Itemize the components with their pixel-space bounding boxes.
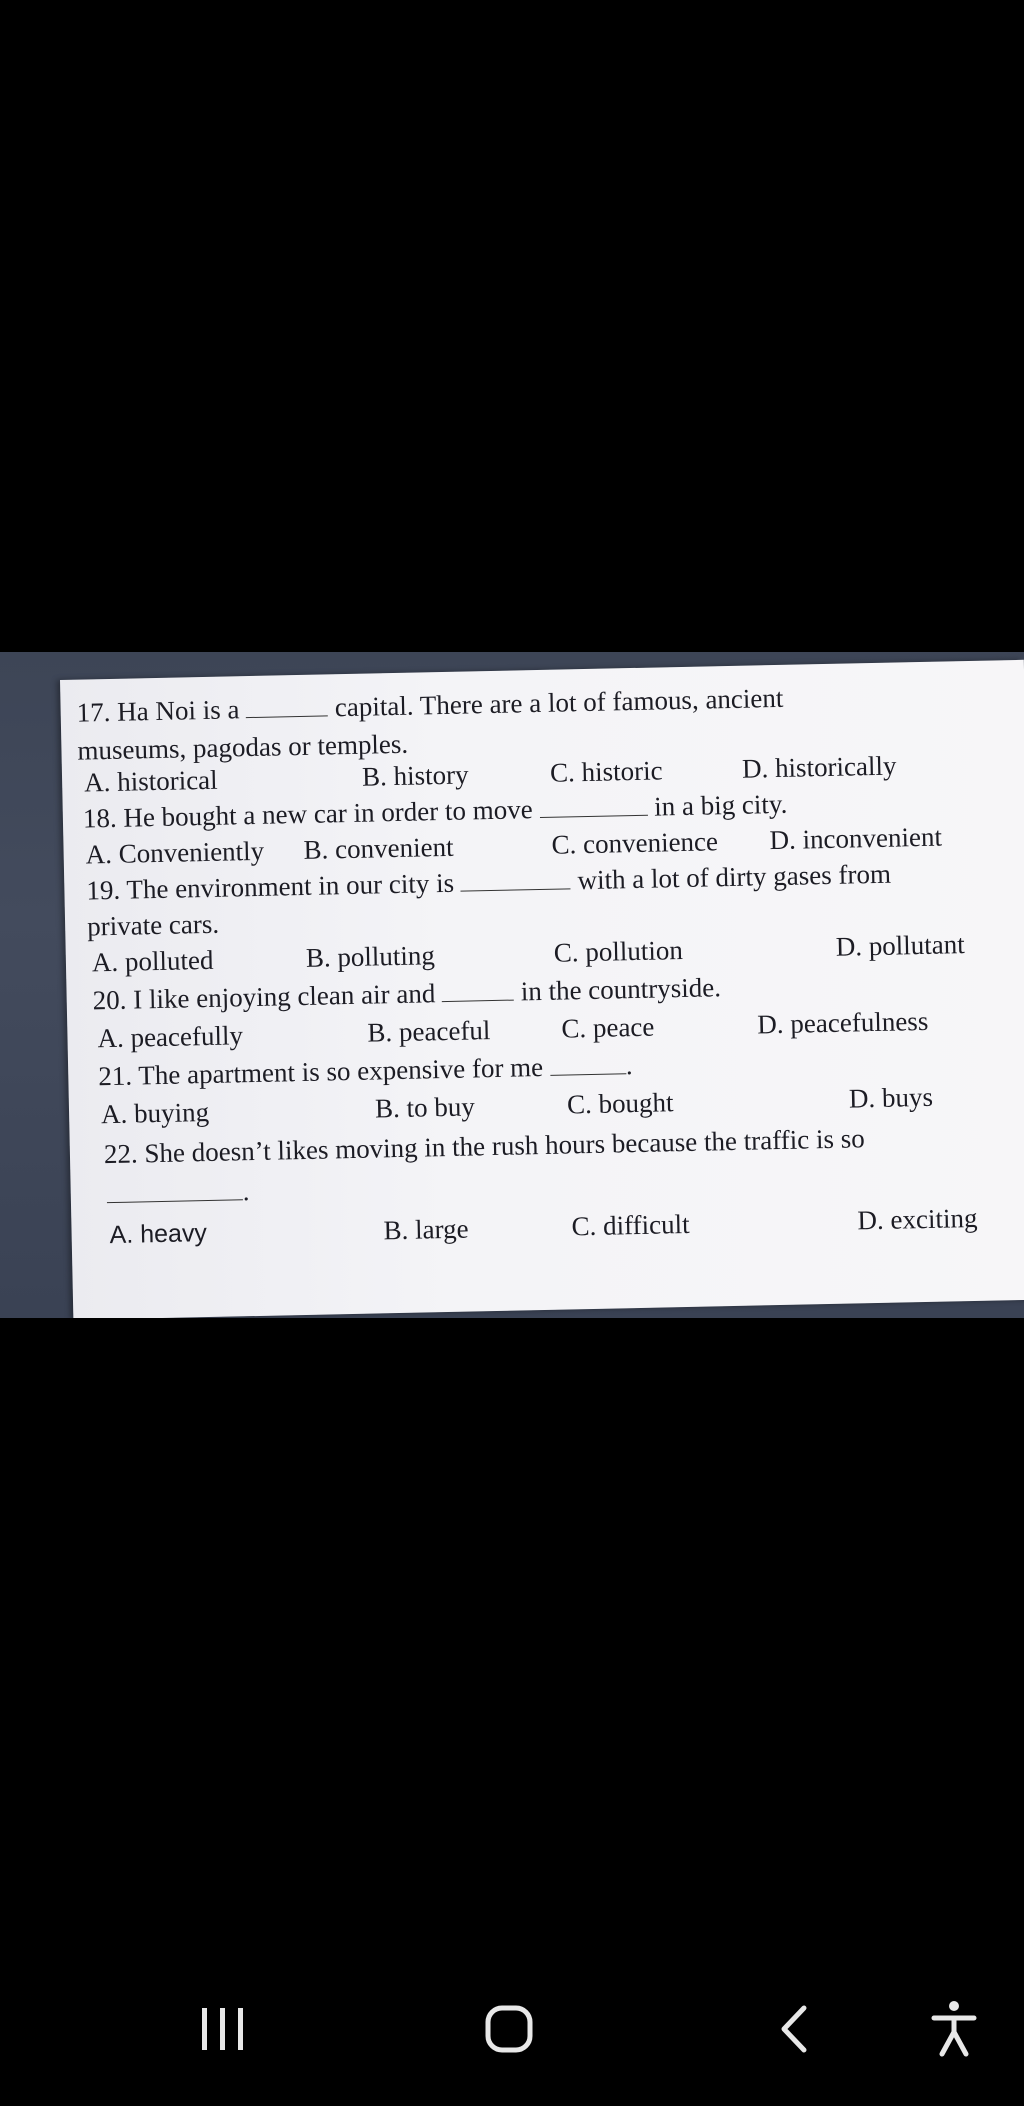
- home-icon: [448, 1980, 568, 2106]
- recent-apps-icon: [162, 1980, 282, 2106]
- q21-option-b: B. to buy: [374, 1091, 476, 1124]
- q19-option-b: B. polluting: [305, 940, 436, 973]
- q22-option-d: D. exciting: [857, 1202, 978, 1236]
- photo-area: [0, 652, 1024, 1318]
- q18-stem-part-1: 18. He bought a new car in order to move: [82, 794, 533, 834]
- q21-option-a: A. buying: [100, 1096, 210, 1130]
- q19-blank: [461, 888, 571, 891]
- q18-option-a: A. Conveniently: [85, 835, 265, 870]
- q22-line-2: [107, 1178, 250, 1208]
- q20-stem-part-1: 20. I like enjoying clean air and: [92, 978, 436, 1016]
- q18-stem-part-2: in a big city.: [653, 788, 788, 822]
- home-button[interactable]: [448, 1980, 568, 2106]
- back-button[interactable]: [734, 1980, 854, 2106]
- q17-option-a: A. historical: [83, 764, 218, 798]
- q22-option-b: B. large: [383, 1213, 469, 1246]
- q21-stem-part-2: .: [625, 1050, 633, 1081]
- q22-option-a: A. heavy: [109, 1219, 208, 1250]
- q17-option-d: D. historically: [741, 750, 897, 784]
- accessibility-icon: [894, 1980, 1014, 2106]
- q17-stem-part-1: 17. Ha Noi is a: [76, 694, 240, 728]
- q20-option-d: D. peacefulness: [757, 1005, 929, 1040]
- q17-blank: [246, 715, 328, 718]
- q20-blank: [442, 1000, 514, 1003]
- q21-blank: [550, 1073, 626, 1076]
- q20-option-c: C. peace: [561, 1011, 655, 1044]
- q19-option-a: A. polluted: [91, 944, 214, 978]
- q18-option-d: D. inconvenient: [769, 821, 943, 856]
- q22-option-c: C. difficult: [571, 1208, 690, 1242]
- q18-blank: [540, 815, 648, 818]
- q19-stem-part-2: with a lot of dirty gases from: [577, 858, 892, 896]
- q17-stem-part-2: capital. There are a lot of famous, ancient: [334, 682, 784, 723]
- q18-option-b: B. convenient: [303, 831, 454, 865]
- q17-line-1: [76, 682, 784, 728]
- q22-stem-part-2: .: [242, 1176, 250, 1207]
- q19-line-1: [86, 858, 892, 906]
- q22-blank: [107, 1199, 243, 1203]
- back-icon: [734, 1980, 854, 2106]
- accessibility-button[interactable]: [894, 1980, 1014, 2106]
- q21-option-d: D. buys: [848, 1081, 934, 1114]
- q17-option-c: C. historic: [549, 755, 663, 788]
- q20-option-b: B. peaceful: [367, 1015, 491, 1048]
- q20-option-a: A. peacefully: [97, 1020, 244, 1054]
- system-navigation-bar: [0, 1980, 1024, 2106]
- q19-option-d: D. pollutant: [835, 929, 966, 962]
- q19-stem-part-1: 19. The environment in our city is: [86, 867, 455, 906]
- q20-stem-part-2: in the countryside.: [520, 972, 722, 1007]
- q22-line-1: 22. She doesn’t likes moving in the rush hours because the traffic is so: [103, 1123, 865, 1170]
- q19-line-2: private cars.: [86, 908, 220, 942]
- q20-line-1: [92, 974, 721, 1014]
- q17-line-2: museums, pagodas or temples.: [77, 728, 409, 766]
- recent-apps-button[interactable]: [162, 1980, 282, 2106]
- worksheet-paper: [60, 660, 1024, 1318]
- q17-option-b: B. history: [361, 759, 469, 792]
- q18-option-c: C. convenience: [551, 826, 719, 860]
- q19-option-c: C. pollution: [553, 935, 684, 968]
- q21-stem-part-1: 21. The apartment is so expensive for me: [97, 1051, 544, 1092]
- q21-line-1: [98, 1052, 633, 1090]
- q21-option-c: C. bought: [566, 1087, 674, 1120]
